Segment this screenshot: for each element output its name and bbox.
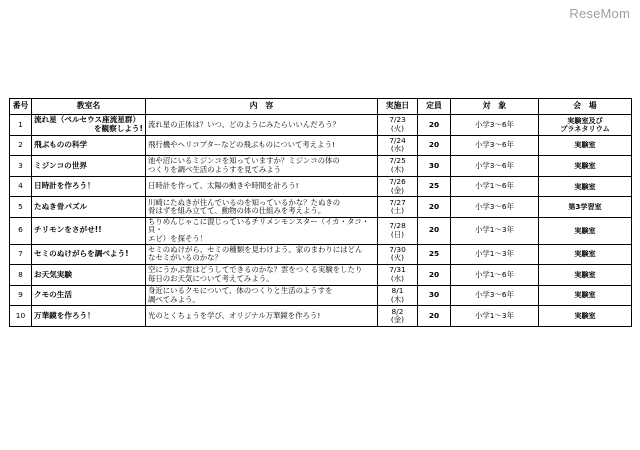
- day-of-week: (火): [390, 253, 405, 263]
- day-of-week: (水): [390, 273, 405, 283]
- day-of-week: (水): [390, 144, 405, 154]
- venue: [539, 217, 632, 244]
- content-line1: 川崎にたぬきが住んでいるのを知っているかな？たぬきの: [148, 197, 341, 207]
- row-number: 7: [10, 244, 32, 265]
- class-content: [146, 244, 378, 265]
- venue-line1: 実験室: [574, 269, 596, 279]
- content-line2: なセミがいるのかな？: [148, 253, 222, 263]
- venue-line1: 実験室: [574, 290, 596, 300]
- venue: [539, 115, 632, 136]
- header-content: 内 容: [146, 99, 378, 115]
- content-line2: 調べてみよう。: [148, 294, 200, 304]
- content-line1: ちりめんじゃこに混じっているチリメンモンスター（イカ・タコ・貝・: [148, 216, 370, 235]
- venue-line1: 実験室: [574, 160, 596, 170]
- table-row: [10, 197, 632, 218]
- class-name: [32, 265, 146, 286]
- content-line1: 流れ星の正体は？いつ、どのようにみたらいいんだろう？: [148, 119, 340, 129]
- table-row: [10, 176, 632, 197]
- target-grade: 小学3～6年: [451, 156, 539, 177]
- venue: [539, 285, 632, 306]
- class-name: [32, 197, 146, 218]
- target-grade: 小学3～6年: [451, 115, 539, 136]
- venue: [539, 135, 632, 156]
- venue: [539, 244, 632, 265]
- table-row: [10, 285, 632, 306]
- class-date: [378, 306, 418, 327]
- class-date: [378, 115, 418, 136]
- target-grade: 小学1～6年: [451, 176, 539, 197]
- class-content: [146, 176, 378, 197]
- capacity: 20: [418, 265, 451, 286]
- table-row: [10, 217, 632, 244]
- content-line1: 身近にいるクモについて、体のつくりと生活のようすを: [148, 285, 333, 295]
- venue-line1: 実験室: [574, 181, 596, 191]
- class-name-line1: 飛ぶものの科学: [34, 140, 88, 150]
- content-line1: 日時計を作って、太陽の動きや時間を計ろう!: [148, 181, 299, 191]
- class-name: [32, 217, 146, 244]
- class-name-line2: を観察しよう!: [93, 123, 143, 133]
- date-value: 7/31: [389, 265, 406, 275]
- venue: [539, 265, 632, 286]
- watermark-logo: ReseMom: [569, 6, 630, 21]
- class-name: [32, 285, 146, 306]
- capacity: 25: [418, 176, 451, 197]
- table-row: [10, 115, 632, 136]
- content-line1: 光のとくちょうを学び、オリジナル万華鏡を作ろう!: [148, 310, 321, 320]
- row-number: 4: [10, 176, 32, 197]
- day-of-week: (木): [390, 164, 405, 174]
- table-row: [10, 244, 632, 265]
- target-grade: 小学3～6年: [451, 285, 539, 306]
- row-number: 6: [10, 217, 32, 244]
- class-name-line1: 流れ星（ペルセウス座流星群）: [34, 115, 141, 125]
- venue: [539, 176, 632, 197]
- class-date: [378, 217, 418, 244]
- class-date: [378, 176, 418, 197]
- date-value: 7/27: [389, 197, 406, 207]
- header-target: 対 象: [451, 99, 539, 115]
- day-of-week: (火): [390, 123, 405, 133]
- venue: [539, 156, 632, 177]
- venue: [539, 197, 632, 218]
- venue-line1: 実験室: [574, 140, 596, 150]
- class-name-line1: セミのぬけがらを調べよう!: [34, 248, 129, 258]
- class-content: [146, 265, 378, 286]
- target-grade: 小学3～6年: [451, 197, 539, 218]
- class-name: [32, 306, 146, 327]
- day-of-week: (土): [390, 206, 405, 216]
- capacity: 20: [418, 135, 451, 156]
- venue-line2: プラネタリウム: [560, 123, 610, 133]
- date-value: 7/30: [389, 244, 406, 254]
- class-name: [32, 244, 146, 265]
- day-of-week: (日): [390, 229, 405, 239]
- class-name-line1: たぬき骨パズル: [34, 201, 88, 211]
- capacity: 20: [418, 197, 451, 218]
- date-value: 7/25: [389, 156, 406, 166]
- class-date: [378, 156, 418, 177]
- class-name-line1: お天気実験: [34, 269, 72, 279]
- content-line1: 池や沼にいるミジンコを知っていますか？ミジンコの体の: [148, 156, 340, 166]
- content-line2: つくりを調べ生活のようすを見てみよう: [148, 164, 282, 174]
- class-name: [32, 135, 146, 156]
- content-line1: 空にうかぶ雲はどうしてできるのかな？雲をつくる実験をしたり: [148, 265, 363, 275]
- day-of-week: (木): [390, 294, 405, 304]
- date-value: 7/26: [389, 177, 406, 187]
- class-schedule-table: [9, 98, 632, 327]
- class-date: [378, 197, 418, 218]
- capacity: 30: [418, 156, 451, 177]
- content-line2: エビ）を探そう！: [148, 234, 208, 243]
- table-row: [10, 265, 632, 286]
- date-value: 7/23: [389, 115, 406, 125]
- row-number: 9: [10, 285, 32, 306]
- class-name-line1: チリモンをさがせ!!: [34, 225, 102, 235]
- table-row: [10, 306, 632, 327]
- target-grade: 小学1～3年: [451, 244, 539, 265]
- class-content: [146, 156, 378, 177]
- day-of-week: (金): [390, 185, 405, 195]
- class-name-line1: クモの生活: [34, 290, 72, 300]
- row-number: 10: [10, 306, 32, 327]
- header-room: 会 場: [539, 99, 632, 115]
- class-name-line1: ミジンコの世界: [34, 160, 87, 170]
- class-content: [146, 217, 378, 244]
- capacity: 30: [418, 285, 451, 306]
- table-row: [10, 135, 632, 156]
- venue-line1: 実験室: [574, 249, 596, 259]
- class-date: [378, 244, 418, 265]
- capacity: 20: [418, 115, 451, 136]
- class-name: [32, 115, 146, 136]
- class-content: [146, 135, 378, 156]
- class-content: [146, 197, 378, 218]
- date-value: 8/2: [391, 306, 404, 316]
- content-line1: 飛行機やヘリコプターなどの飛ぶものについて考えよう!: [148, 140, 335, 150]
- row-number: 2: [10, 135, 32, 156]
- date-value: 7/24: [389, 135, 406, 145]
- class-name: [32, 176, 146, 197]
- venue-line1: 実験室: [574, 225, 596, 235]
- table-header-row: [10, 99, 632, 115]
- date-value: 7/28: [389, 221, 406, 231]
- row-number: 3: [10, 156, 32, 177]
- target-grade: 小学1～3年: [451, 217, 539, 244]
- row-number: 1: [10, 115, 32, 136]
- capacity: 20: [418, 217, 451, 244]
- header-num: 番号: [10, 99, 32, 115]
- class-name: [32, 156, 146, 177]
- capacity: 25: [418, 244, 451, 265]
- venue: [539, 306, 632, 327]
- class-content: [146, 306, 378, 327]
- venue-line1: 実験室及び: [567, 115, 603, 125]
- class-content: [146, 115, 378, 136]
- date-value: 8/1: [391, 285, 404, 295]
- class-name-line1: 日時計を作ろう！: [34, 181, 95, 191]
- venue-line1: 第3学習室: [568, 202, 602, 212]
- capacity: 20: [418, 306, 451, 327]
- content-line2: 毎日のお天気について考えてみよう。: [148, 273, 274, 283]
- class-date: [378, 135, 418, 156]
- class-date: [378, 285, 418, 306]
- class-content: [146, 285, 378, 306]
- target-grade: 小学3～6年: [451, 135, 539, 156]
- content-line2: 骨はずを組み立てて、動物の体の仕組みを考えよう。: [148, 206, 326, 216]
- class-date: [378, 265, 418, 286]
- content-line1: セミのぬけがら、セミの種類を見わけよう。家のまわりにはどん: [148, 244, 363, 254]
- header-date: 実施日: [378, 99, 418, 115]
- class-name-line1: 万華鏡を作ろう！: [34, 310, 95, 320]
- header-name: 教室名: [32, 99, 146, 115]
- day-of-week: (金): [390, 315, 405, 325]
- target-grade: 小学1～6年: [451, 265, 539, 286]
- target-grade: 小学1～3年: [451, 306, 539, 327]
- row-number: 5: [10, 197, 32, 218]
- row-number: 8: [10, 265, 32, 286]
- table-row: [10, 156, 632, 177]
- header-capacity: 定員: [418, 99, 451, 115]
- venue-line1: 実験室: [574, 311, 596, 321]
